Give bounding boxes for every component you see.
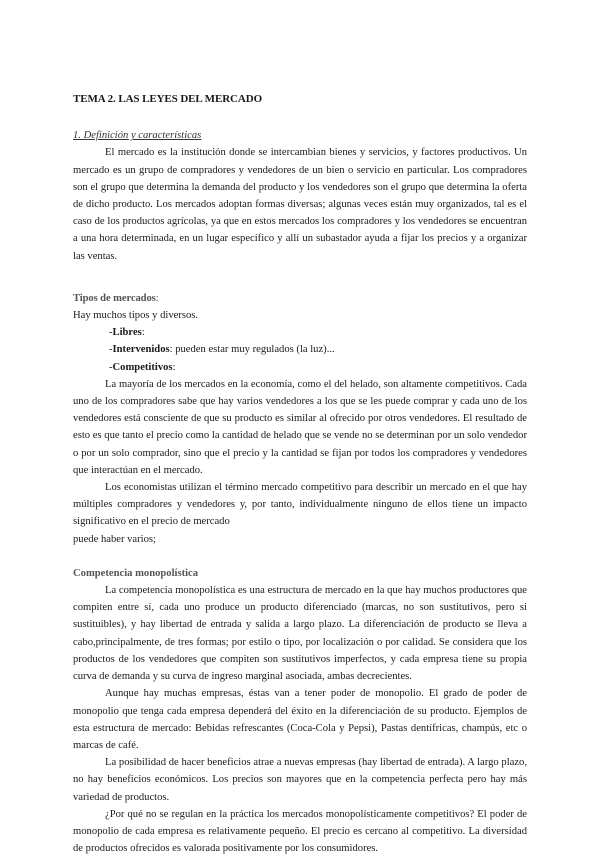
subheading-tipos-mercados: Tipos de mercados:	[73, 292, 159, 304]
paragraph-competitivos-1: La mayoría de los mercados en la economía, como el del helado, son altamente competitivos. Cada uno de los compradores sabe que hay varios vendedores a los que se les puede comprar y cada uno de los vendedores está consciente de que su producto es similar al ofrecido por otros vendedores. El resultado de esto es que tanto el precio como la cantidad de helado que se vende no se determinan por un solo vendedor o por un solo comprador, sino que el precio y la cantidad se fijan por todos los compradores y vendedores que interactúan en el mercado.	[73, 378, 527, 476]
paragraph-monopolistica-2: Aunque hay muchas empresas, éstas van a tener poder de monopolio. El grado de poder de monopolio que tenga cada empresa dependerá del éxito en la diferenciación de su producto. Ejemplos de esta estructura de mercado: Bebidas refrescantes (Coca-Cola y Pepsi), Pastas dentífricas, champús, etc o marcas de café.	[73, 688, 527, 751]
list-item-libres: -Libres:	[109, 327, 145, 339]
subheading-tipos-label: Tipos de mercados	[73, 292, 156, 304]
list-item-intervenidos-label: Intervenidos	[112, 344, 170, 356]
list-item-competitivos: -Competitivos:	[109, 361, 176, 373]
paragraph-monopolistica-3: La posibilidad de hacer beneficios atrae a nuevas empresas (hay libertad de entrada). A largo plazo, no hay beneficios económicos. Los precios son mayores que en la competencia perfecta pero hay más variedad de productos.	[73, 757, 527, 803]
paragraph-competitivos-3: puede haber varios;	[73, 533, 156, 545]
paragraph-monopolistica-1: La competencia monopolística es una estructura de mercado en la que hay muchos productores que compiten entre sí, cada uno produce un producto diferenciado (marcas, no son sustitutivos, pero si sustituibles), y hay libertad de entrada y salida a largo plazo. La diferenciación de producto se lleva a cabo,principalmente, de tres formas; por estilo o tipo, por localización o por calidad. Se considera que los productos de los vendedores que compiten son sustitutivos imperfectos, y cada empresa tiene su propia curva de demanda y su curva de ingreso marginal asociada, ambas decrecientes.	[73, 585, 527, 683]
paragraph-competitivos-2: Los economistas utilizan el término mercado competitivo para describir un mercado en el que hay múltiples compradores y vendedores y, por tanto, individualmente ninguno de ellos tiene un impacto significativo en el precio de mercado	[73, 482, 527, 528]
paragraph-definicion: El mercado es la institución donde se intercambian bienes y servicios, y factores productivos. Un mercado es un grupo de compradores y vendedores de un bien o servicio en particular. Los compradores son el grupo que determina la demanda del producto y los vendedores son el grupo que determina la oferta de dicho producto. Los mercados adoptan formas diversas; algunas veces están muy organizados, tal es el caso de los productos agrícolas, ya que en estos mercados los compradores y los vendedores se encuentran a una hora determinada, en un lugar específico y allí un subastador ayuda a fijar los precios y a organizar las ventas.	[73, 147, 527, 262]
subheading-competencia-monopolistica: Competencia monopolística	[73, 567, 199, 579]
list-item-intervenidos-text: : pueden estar muy regulados (la luz)...	[169, 344, 335, 356]
paragraph-monopolistica-4: ¿Por qué no se regulan en la práctica los mercados monopolísticamente competitivos? El poder de monopolio de cada empresa es relativamente pequeño. El precio es cercano al competitivo. La diversidad de productos ofrecidos es valorada positivamente por los consumidores.	[73, 808, 527, 855]
page-title: TEMA 2. LAS LEYES DEL MERCADO	[73, 93, 263, 105]
section-heading-definicion: 1. Definición y características	[73, 130, 202, 142]
list-item-intervenidos: -Intervenidos: pueden estar muy regulados (la luz)...	[109, 344, 335, 356]
list-item-libres-text: :	[141, 327, 145, 339]
list-item-libres-label: Libres	[112, 327, 142, 339]
list-item-competitivos-text: :	[172, 361, 176, 373]
paragraph-tipos-intro: Hay muchos tipos y diversos.	[73, 310, 199, 322]
list-item-competitivos-label: Competitivos	[112, 361, 173, 373]
